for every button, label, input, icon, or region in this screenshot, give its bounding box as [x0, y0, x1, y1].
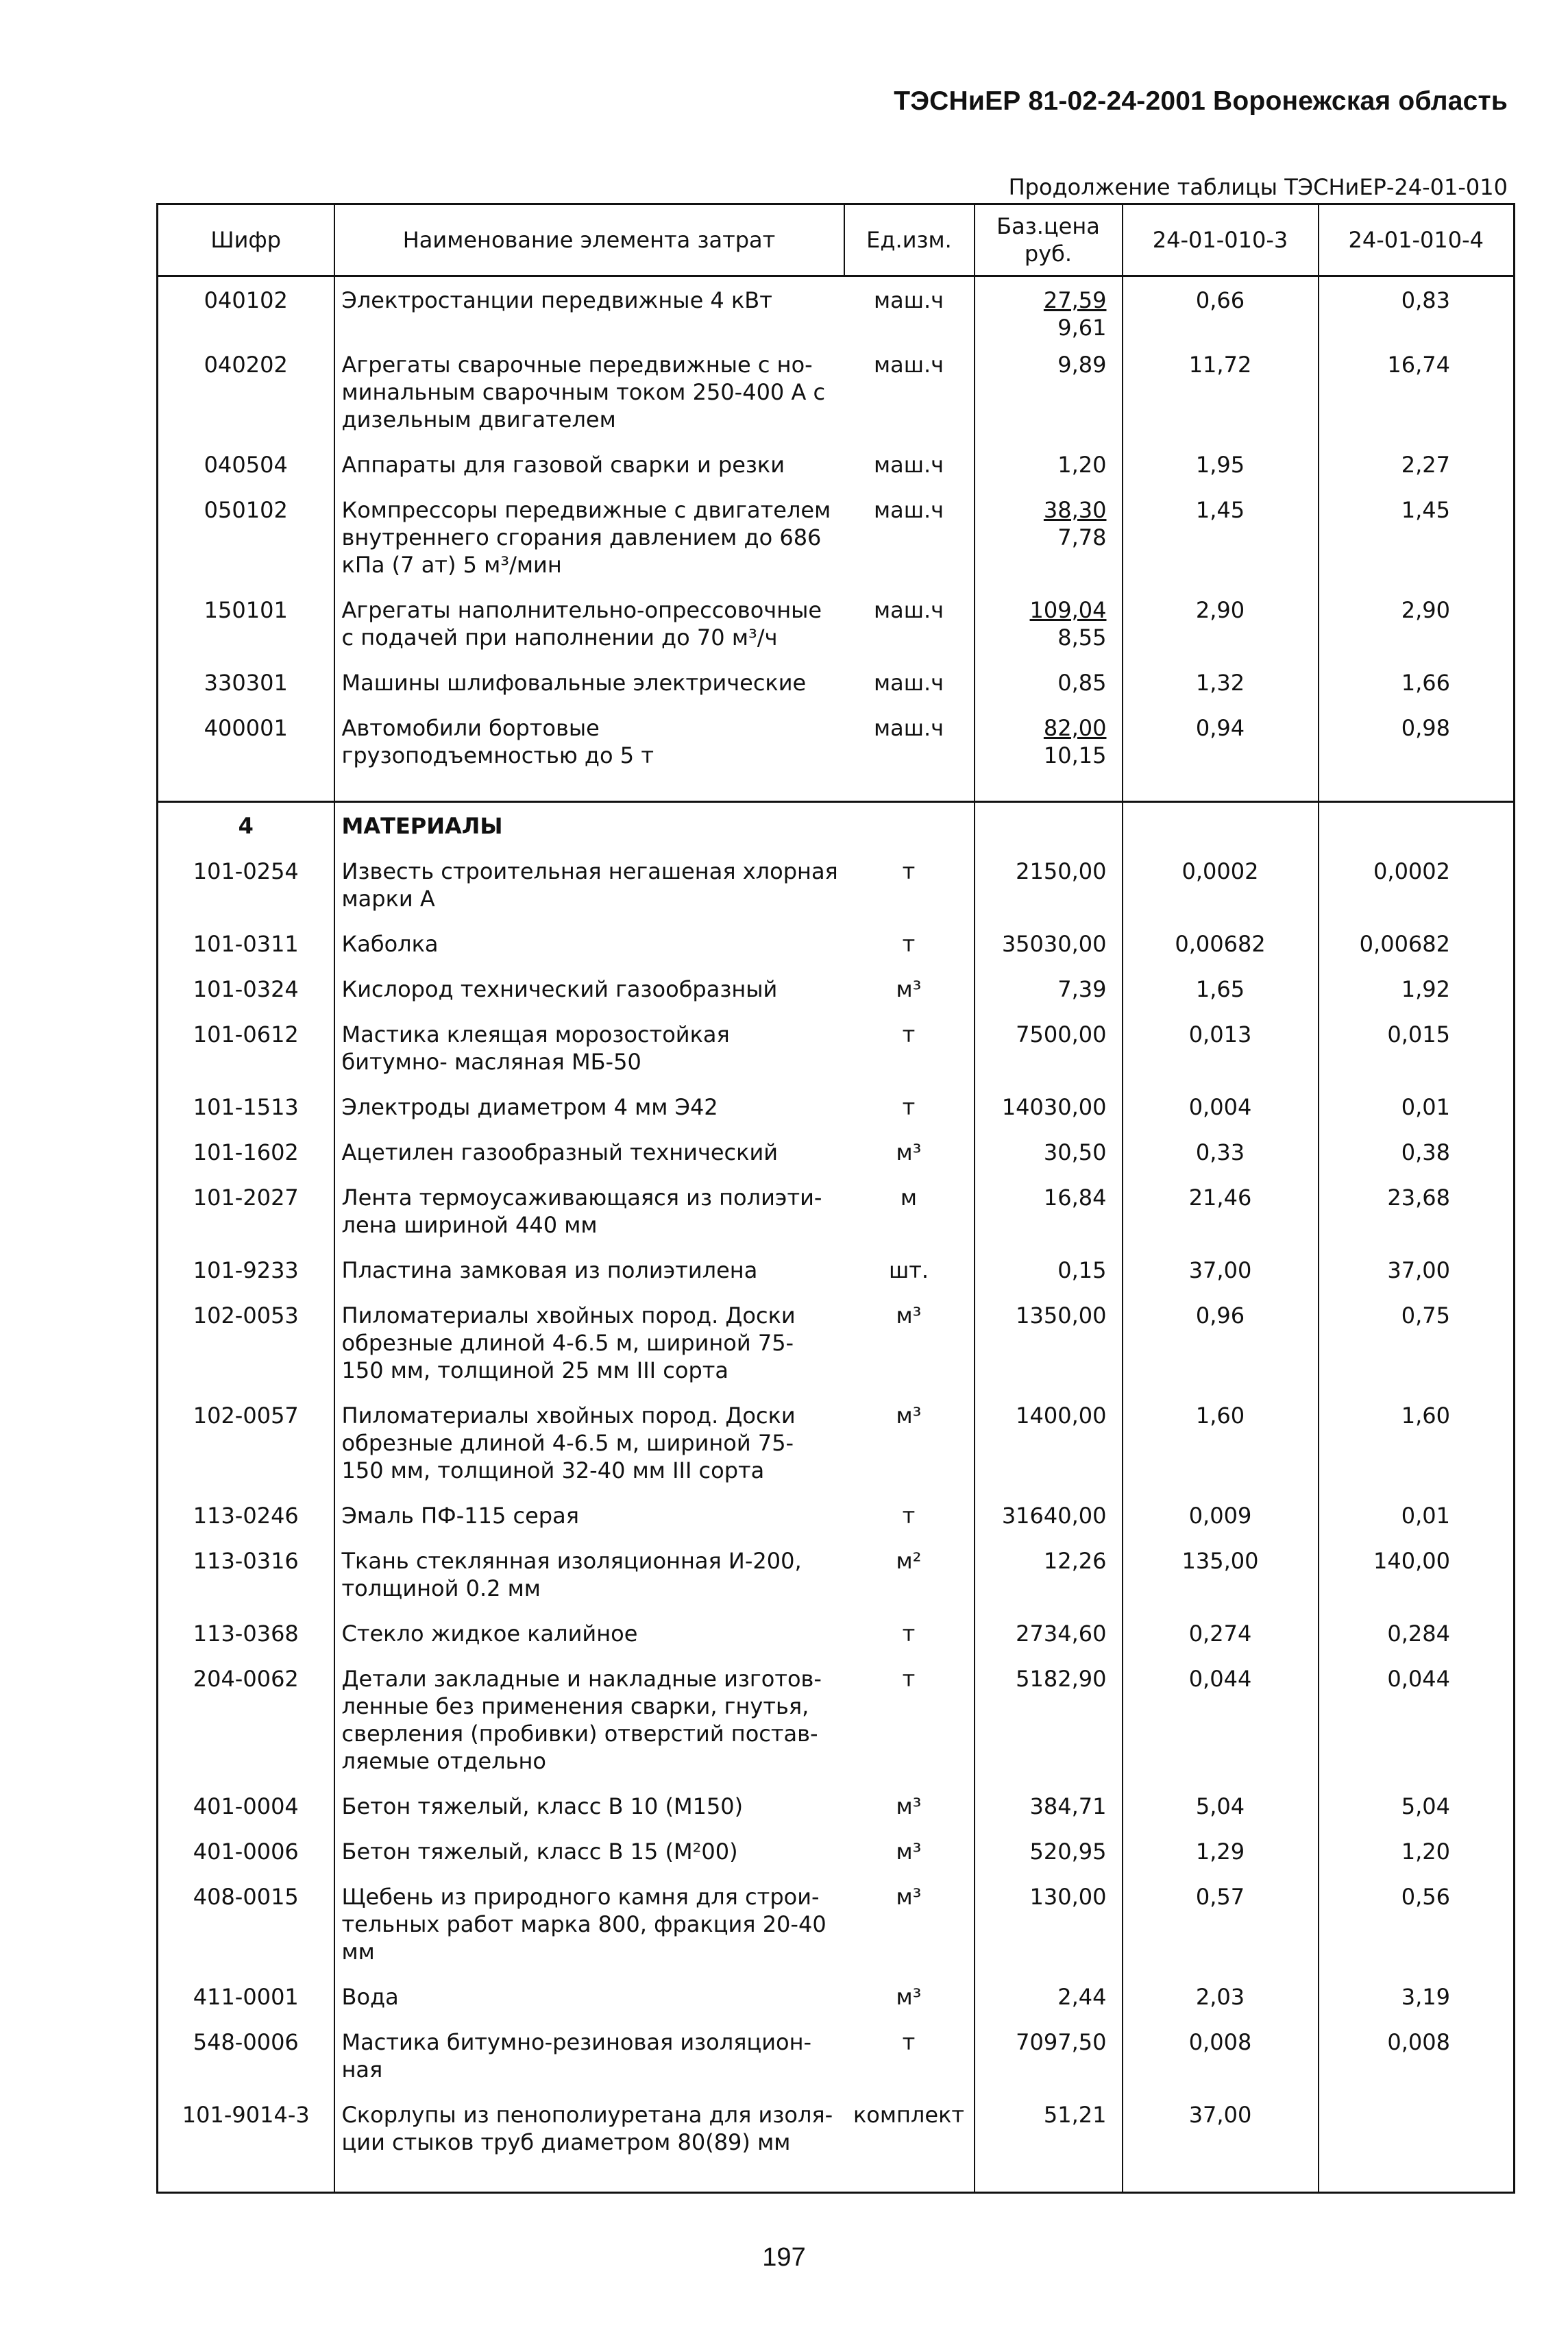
row-value-4: 0,56	[1319, 1874, 1515, 1974]
row-name: Машины шлифовальные электрические	[334, 659, 844, 705]
spacer-cell	[975, 777, 1123, 802]
spacer-cell	[1319, 2164, 1515, 2193]
price-value: 109,04	[1029, 597, 1107, 623]
row-unit: т	[902, 1621, 916, 1647]
spacer-cell	[158, 2164, 334, 2193]
table-row	[158, 1874, 1515, 1974]
row-price: 14030,00	[975, 1084, 1123, 1129]
row-name: Электростанции передвижные 4 кВт	[334, 276, 844, 342]
row-price: 7500,00	[975, 1011, 1123, 1084]
row-name: Щебень из природного камня для строи- тельных работ марка 800, фракция 20-40 мм	[334, 1874, 844, 1974]
row-code: 548-0006	[193, 2029, 299, 2055]
row-value-4: 2,27	[1319, 441, 1515, 487]
price-wage-value: 8,55	[1057, 625, 1107, 651]
table-header	[158, 204, 1515, 276]
row-code: 101-2027	[193, 1185, 299, 1211]
row-name: Аппараты для газовой сварки и резки	[334, 441, 844, 487]
section-header-row	[158, 802, 1515, 849]
row-code: 102-0057	[193, 1403, 299, 1429]
row-unit: м³	[896, 976, 922, 1002]
row-value-3: 2,90	[1123, 587, 1319, 659]
row-unit: т	[902, 858, 916, 884]
row-name: Электроды диаметром 4 мм Э42	[334, 1084, 844, 1129]
price-wage-value: 9,61	[1057, 315, 1107, 341]
section-v4-empty	[1319, 802, 1515, 849]
row-value-3: 1,29	[1123, 1828, 1319, 1874]
row-value-3: 0,008	[1123, 2019, 1319, 2092]
row-price: 7,39	[975, 966, 1123, 1011]
row-value-3: 0,33	[1123, 1129, 1319, 1174]
row-value-3: 0,96	[1123, 1292, 1319, 1392]
row-name: Пиломатериалы хвойных пород. Доски обрезные длиной 4-6.5 м, шириной 75- 150 мм, толщиной 32-40 мм III сорта	[334, 1392, 844, 1492]
row-unit: м³	[896, 1139, 922, 1165]
row-name: Ткань стеклянная изоляционная И-200, толщиной 0.2 мм	[334, 1538, 844, 1610]
row-value-4: 0,044	[1319, 1656, 1515, 1783]
row-name: Эмаль ПФ-115 серая	[334, 1492, 844, 1538]
row-value-3: 0,00682	[1123, 921, 1319, 966]
row-price: 51,21	[975, 2092, 1123, 2164]
row-code: 050102	[204, 497, 288, 523]
row-name: Компрессоры передвижные с двигателем внутреннего сгорания давлением до 686 кПа (7 ат) 5 м³/мин	[334, 487, 844, 587]
row-value-3: 0,274	[1123, 1610, 1319, 1656]
row-value-3: 1,65	[1123, 966, 1319, 1011]
row-price: 0,15	[975, 1247, 1123, 1292]
row-price	[975, 659, 1123, 705]
table-row	[158, 1292, 1515, 1392]
row-code: 408-0015	[193, 1884, 299, 1910]
price-value: 27,59	[1043, 287, 1107, 313]
spacer-cell	[844, 2164, 975, 2193]
row-value-3: 0,013	[1123, 1011, 1319, 1084]
row-value-3: 37,00	[1123, 2092, 1319, 2164]
price-wage-value: 7,78	[1057, 524, 1107, 550]
row-value-4: 1,92	[1319, 966, 1515, 1011]
price-wage-value: 10,15	[1043, 742, 1107, 768]
row-price: 35030,00	[975, 921, 1123, 966]
header-price: Баз.цена руб.	[975, 204, 1123, 276]
row-name: Бетон тяжелый, класс В 15 (М²00)	[334, 1828, 844, 1874]
row-value-4: 5,04	[1319, 1783, 1515, 1828]
header-unit: Ед.изм.	[844, 204, 975, 276]
row-value-4: 37,00	[1319, 1247, 1515, 1292]
row-name: Агрегаты наполнительно-опрессовочные с подачей при наполнении до 70 м³/ч	[334, 587, 844, 659]
row-price: 7097,50	[975, 2019, 1123, 2092]
header-v3: 24-01-010-3	[1123, 204, 1319, 276]
row-value-4: 16,74	[1319, 341, 1515, 441]
row-code: 400001	[204, 715, 288, 741]
table-row	[158, 1129, 1515, 1174]
row-unit: т	[902, 1021, 916, 1047]
table-row	[158, 1538, 1515, 1610]
row-price: 16,84	[975, 1174, 1123, 1247]
row-code: 040504	[204, 452, 288, 478]
spacer-cell	[158, 777, 334, 802]
row-value-3: 0,009	[1123, 1492, 1319, 1538]
row-value-3: 37,00	[1123, 1247, 1319, 1292]
document-title: ТЭСНиЕР 81-02-24-2001 Воронежская область	[894, 86, 1508, 116]
row-code: 040202	[204, 352, 288, 378]
row-name: Пиломатериалы хвойных пород. Доски обрезные длиной 4-6.5 м, шириной 75- 150 мм, толщиной 25 мм III сорта	[334, 1292, 844, 1392]
row-code: 101-1602	[193, 1139, 299, 1165]
row-value-3: 1,60	[1123, 1392, 1319, 1492]
row-unit: м²	[896, 1548, 922, 1574]
row-unit: маш.ч	[873, 287, 944, 313]
table-row	[158, 848, 1515, 921]
table-row	[158, 2092, 1515, 2164]
row-value-3: 1,32	[1123, 659, 1319, 705]
table-row	[158, 1783, 1515, 1828]
row-code: 101-9014-3	[182, 2102, 310, 2128]
header-v4: 24-01-010-4	[1319, 204, 1515, 276]
row-value-4: 1,20	[1319, 1828, 1515, 1874]
row-value-3: 2,03	[1123, 1974, 1319, 2019]
row-price: 12,26	[975, 1538, 1123, 1610]
spacer-cell	[975, 2164, 1123, 2193]
row-unit: т	[902, 1094, 916, 1120]
price-value: 0,85	[1057, 670, 1107, 696]
table-row	[158, 705, 1515, 777]
spacer-cell	[1319, 777, 1515, 802]
row-code: 101-1513	[193, 1094, 299, 1120]
spacer-cell	[334, 777, 844, 802]
row-value-4: 0,0002	[1319, 848, 1515, 921]
row-unit: м³	[896, 1839, 922, 1865]
spacer-cell	[334, 2164, 844, 2193]
section-unit-empty	[844, 802, 975, 849]
row-unit: маш.ч	[873, 597, 944, 623]
row-unit: т	[902, 1666, 916, 1692]
table-row	[158, 441, 1515, 487]
row-name: Кислород технический газообразный	[334, 966, 844, 1011]
row-name: Известь строительная негашеная хлорная марки А	[334, 848, 844, 921]
row-unit: т	[902, 2029, 916, 2055]
row-price	[975, 441, 1123, 487]
row-value-4: 0,008	[1319, 2019, 1515, 2092]
row-name: Бетон тяжелый, класс В 10 (М150)	[334, 1783, 844, 1828]
row-value-4: 0,00682	[1319, 921, 1515, 966]
row-value-3: 1,45	[1123, 487, 1319, 587]
row-unit: маш.ч	[873, 452, 944, 478]
header-code: Шифр	[158, 204, 334, 276]
row-value-3: 21,46	[1123, 1174, 1319, 1247]
row-value-3: 0,0002	[1123, 848, 1319, 921]
row-value-3: 0,66	[1123, 276, 1319, 342]
row-price	[975, 341, 1123, 441]
row-value-3: 135,00	[1123, 1538, 1319, 1610]
table-row	[158, 966, 1515, 1011]
row-code: 411-0001	[193, 1984, 299, 2010]
row-name: Мастика битумно-резиновая изоляцион- ная	[334, 2019, 844, 2092]
page-number: 197	[762, 2243, 806, 2272]
row-value-4: 140,00	[1319, 1538, 1515, 1610]
row-value-4: 0,284	[1319, 1610, 1515, 1656]
row-value-4: 0,015	[1319, 1011, 1515, 1084]
table-row	[158, 487, 1515, 587]
row-name: Вода	[334, 1974, 844, 2019]
price-value: 9,89	[1057, 352, 1107, 378]
row-value-3: 5,04	[1123, 1783, 1319, 1828]
row-code: 401-0004	[193, 1793, 299, 1819]
table-row	[158, 276, 1515, 342]
row-price: 1400,00	[975, 1392, 1123, 1492]
row-value-4: 1,45	[1319, 487, 1515, 587]
row-value-4: 0,75	[1319, 1292, 1515, 1392]
row-name: Скорлупы из пенополиуретана для изоля- ции стыков труб диаметром 80(89) мм	[334, 2092, 844, 2164]
row-code: 040102	[204, 287, 288, 313]
row-price: 5182,90	[975, 1656, 1123, 1783]
row-value-4: 2,90	[1319, 587, 1515, 659]
row-value-4: 23,68	[1319, 1174, 1515, 1247]
table-row	[158, 1011, 1515, 1084]
row-value-4: 0,83	[1319, 276, 1515, 342]
row-name: Пластина замковая из полиэтилена	[334, 1247, 844, 1292]
table-row	[158, 1656, 1515, 1783]
table-row	[158, 1828, 1515, 1874]
row-price	[975, 487, 1123, 587]
spacer-row	[158, 2164, 1515, 2193]
row-name: Агрегаты сварочные передвижные с но- минальным сварочным током 250-400 А с дизельным двигателем	[334, 341, 844, 441]
row-price: 2734,60	[975, 1610, 1123, 1656]
row-name: Стекло жидкое калийное	[334, 1610, 844, 1656]
row-price	[975, 276, 1123, 342]
row-unit: маш.ч	[873, 670, 944, 696]
row-value-3: 11,72	[1123, 341, 1319, 441]
row-unit: т	[902, 931, 916, 957]
row-unit: маш.ч	[873, 497, 944, 523]
spacer-cell	[844, 777, 975, 802]
price-value: 82,00	[1043, 715, 1107, 741]
section-title: МАТЕРИАЛЫ	[334, 802, 844, 849]
row-code: 113-0246	[193, 1503, 299, 1529]
row-price: 2,44	[975, 1974, 1123, 2019]
spacer-row	[158, 777, 1515, 802]
row-unit: шт.	[888, 1257, 929, 1283]
section-number: 4	[158, 802, 334, 849]
row-code: 101-0612	[193, 1021, 299, 1047]
row-price: 130,00	[975, 1874, 1123, 1974]
row-code: 101-0324	[193, 976, 299, 1002]
resource-table	[156, 203, 1515, 2194]
row-code: 401-0006	[193, 1839, 299, 1865]
row-unit: комплект	[853, 2102, 965, 2128]
spacer-cell	[1123, 2164, 1319, 2193]
row-unit: м³	[896, 1793, 922, 1819]
row-value-4: 1,66	[1319, 659, 1515, 705]
row-price: 520,95	[975, 1828, 1123, 1874]
table-row	[158, 1084, 1515, 1129]
row-value-4	[1319, 2092, 1515, 2164]
row-value-4: 3,19	[1319, 1974, 1515, 2019]
row-value-4: 0,01	[1319, 1084, 1515, 1129]
table-row	[158, 587, 1515, 659]
row-name: Автомобили бортовые грузоподъемностью до 5 т	[334, 705, 844, 777]
row-code: 113-0316	[193, 1548, 299, 1574]
row-code: 101-0311	[193, 931, 299, 957]
row-price: 384,71	[975, 1783, 1123, 1828]
table-row	[158, 1492, 1515, 1538]
section-v3-empty	[1123, 802, 1319, 849]
row-value-4: 0,98	[1319, 705, 1515, 777]
row-code: 330301	[204, 670, 288, 696]
row-code: 101-0254	[193, 858, 299, 884]
row-value-3: 0,94	[1123, 705, 1319, 777]
row-value-3: 0,57	[1123, 1874, 1319, 1974]
row-code: 102-0053	[193, 1302, 299, 1329]
row-unit: м³	[896, 1984, 922, 2010]
table-row	[158, 341, 1515, 441]
row-code: 113-0368	[193, 1621, 299, 1647]
table-row	[158, 1247, 1515, 1292]
row-price: 30,50	[975, 1129, 1123, 1174]
resource-table-container	[156, 203, 1513, 2194]
table-continuation-caption: Продолжение таблицы ТЭСНиЕР-24-01-010	[1008, 174, 1508, 200]
table-row	[158, 1610, 1515, 1656]
spacer-cell	[1123, 777, 1319, 802]
row-value-3: 0,004	[1123, 1084, 1319, 1129]
row-price: 31640,00	[975, 1492, 1123, 1538]
row-value-4: 1,60	[1319, 1392, 1515, 1492]
price-value: 1,20	[1057, 452, 1107, 478]
table-row	[158, 1392, 1515, 1492]
row-unit: маш.ч	[873, 715, 944, 741]
table-row	[158, 2019, 1515, 2092]
row-value-3: 0,044	[1123, 1656, 1319, 1783]
row-value-4: 0,01	[1319, 1492, 1515, 1538]
row-name: Ацетилен газообразный технический	[334, 1129, 844, 1174]
row-unit: т	[902, 1503, 916, 1529]
row-price: 2150,00	[975, 848, 1123, 921]
row-name: Мастика клеящая морозостойкая битумно- масляная МБ-50	[334, 1011, 844, 1084]
row-unit: м	[900, 1185, 918, 1211]
row-code: 101-9233	[193, 1257, 299, 1283]
table-row	[158, 659, 1515, 705]
table-row	[158, 921, 1515, 966]
row-name: Лента термоусаживающаяся из полиэти- лена шириной 440 мм	[334, 1174, 844, 1247]
row-value-3: 1,95	[1123, 441, 1319, 487]
row-name: Каболка	[334, 921, 844, 966]
row-unit: маш.ч	[873, 352, 944, 378]
table-row	[158, 1174, 1515, 1247]
section-price-empty	[975, 802, 1123, 849]
table-row	[158, 1974, 1515, 2019]
row-price	[975, 587, 1123, 659]
row-price: 1350,00	[975, 1292, 1123, 1392]
row-unit: м³	[896, 1403, 922, 1429]
row-price	[975, 705, 1123, 777]
row-unit: м³	[896, 1302, 922, 1329]
price-value: 38,30	[1043, 497, 1107, 523]
row-code: 150101	[204, 597, 288, 623]
table-body	[158, 276, 1515, 2193]
row-code: 204-0062	[193, 1666, 299, 1692]
row-name: Детали закладные и накладные изготов- ленные без применения сварки, гнутья, сверления (пробивки) отверстий постав- ляемые отдельно	[334, 1656, 844, 1783]
row-value-4: 0,38	[1319, 1129, 1515, 1174]
row-unit: м³	[896, 1884, 922, 1910]
header-name: Наименование элемента затрат	[334, 204, 844, 276]
